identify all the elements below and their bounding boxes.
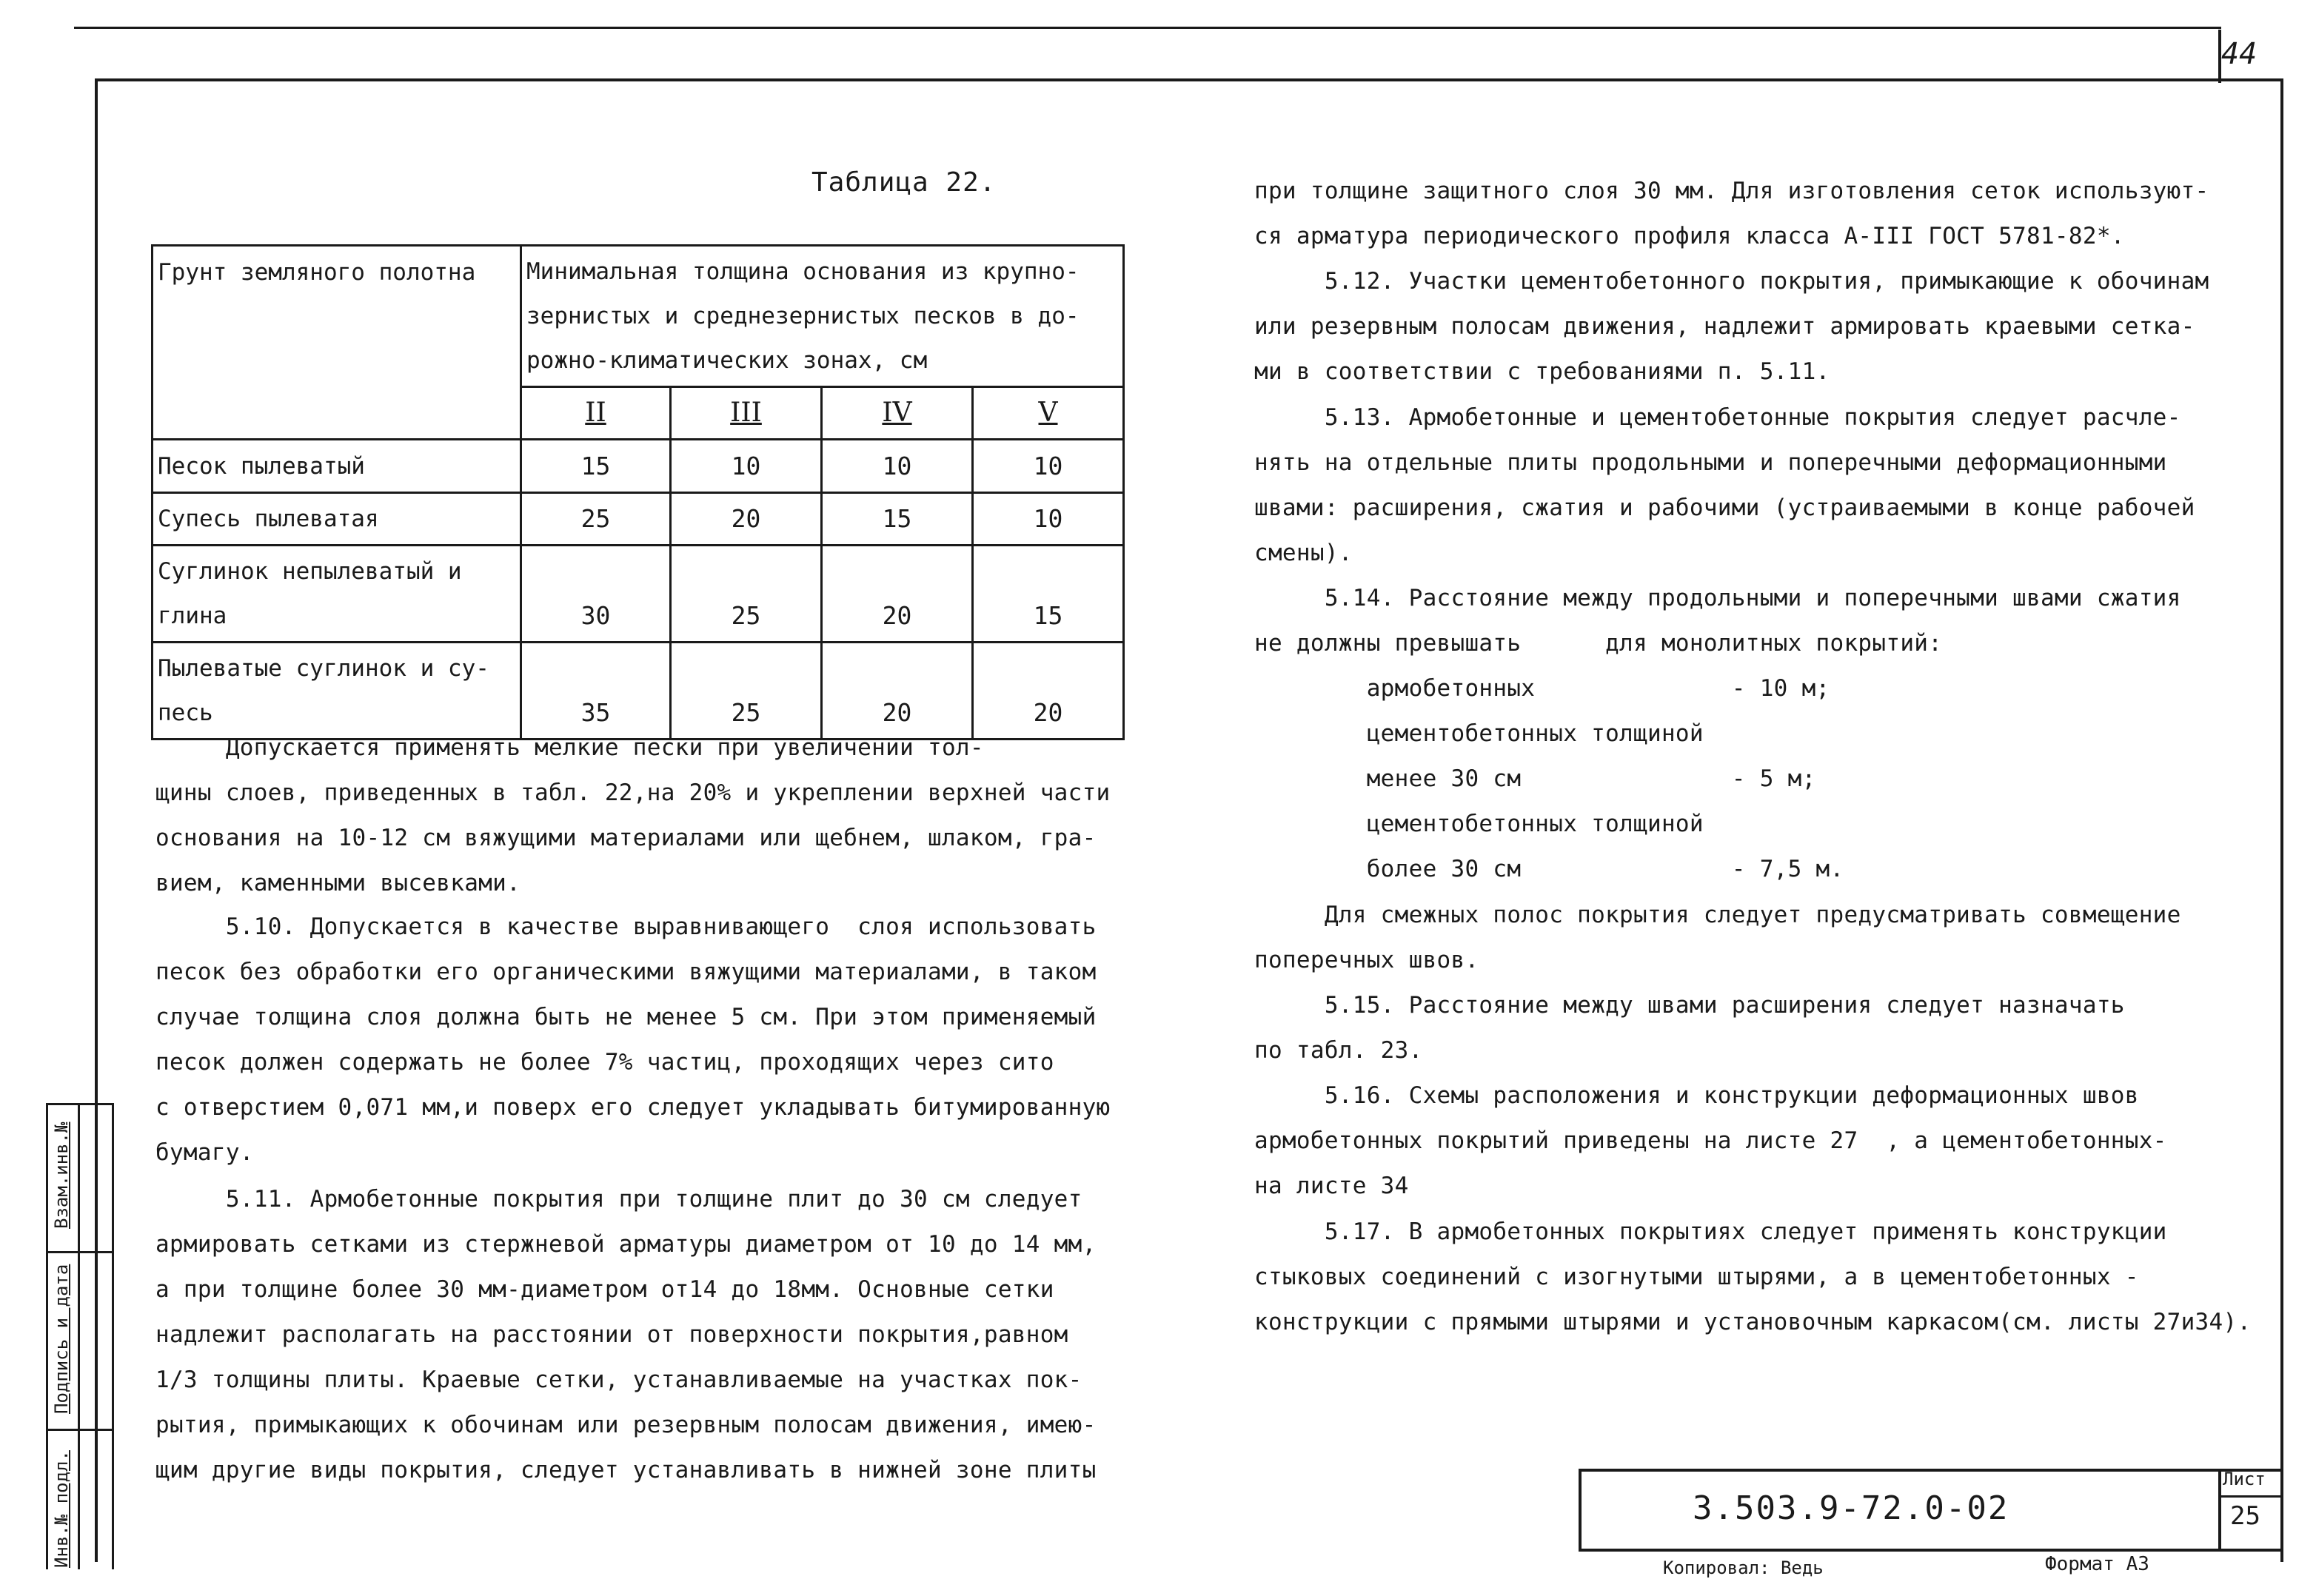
value-cell: 30 [521,546,671,643]
stamp-split [78,1103,80,1569]
soil-cell: Пылеватые суглинок и су- песь [153,643,521,740]
value-cell: 15 [521,440,671,493]
right-paragraph-adjacent: Для смежных полос покрытия следует предусматривать совмещение поперечных швов. [1254,902,2181,973]
right-list-distances: армобетонных - 10 м; цементобетонных толщиной менее 30 см - 5 м; цементобетонных толщиной более 30 см - 7,5 м. [1366,675,1844,882]
value-cell: 20 [671,493,822,546]
stamp-divider [48,1429,112,1431]
table-caption: Таблица 22. [811,167,997,198]
right-paragraph-cont: при толщине защитного слоя 30 мм. Для изготовления сеток используют- ся арматура периодического профиля класса А-III ГОСТ 5781-82*. [1254,178,2209,249]
zone-header: III [671,387,822,440]
right-paragraph-5-12: 5.12. Участки цементобетонного покрытия, примыкающие к обочинам или резервным полосам движения, надлежит армировать краевыми сетка- ми в соответствии с требованиями п. 5.11. [1254,268,2209,385]
page-corner-number: 44 [2221,37,2258,71]
left-paragraph-5-10: 5.10. Допускается в качестве выравнивающего слоя использовать песок без обработки его органическими вяжущими материалами, в таком случае толщина слоя должна быть не менее 5 см. При этом применяемый песок должен содержать не более 7% частиц, проходящих через сито с отверстием 0,071 мм,и поверх его следует укладывать битумированную бумагу. [155,913,1111,1166]
stamp-replace-inv: Взам.инв.№ [51,1121,72,1229]
right-paragraph-5-16: 5.16. Схемы расположения и конструкции деформационных швов армобетонных покрытий приведены на листе 27 , а цементобетонных- на листе 34 [1254,1082,2167,1199]
copied-by: Копировал: Ведь [1663,1558,1824,1578]
side-stamp [46,1103,114,1569]
paper-format: Формат А3 [2045,1553,2149,1575]
value-cell: 20 [822,643,973,740]
value-cell: 35 [521,643,671,740]
zone-header: IV [822,387,973,440]
right-paragraph-5-17: 5.17. В армобетонных покрытиях следует применять конструкции стыковых соединений с изогнутыми штырями, а в цементобетонных - конструкции с прямыми штырями и установочным каркасом(см. листы 27и34). [1254,1218,2252,1335]
sheet-number: 25 [2230,1501,2260,1531]
value-cell: 25 [671,546,822,643]
table-row [153,440,1124,493]
value-cell: 20 [973,643,1124,740]
left-paragraph-sand: Допускается применять мелкие пески при увеличении тол- щины слоев, приведенных в табл. 22,на 20% и укреплении верхней части основания на 10-12 см вяжущими материалами или щебнем, шлаком, гра- вием, каменными высевками. [155,734,1111,896]
value-cell: 10 [822,440,973,493]
table-row [153,546,1124,643]
soil-cell: Песок пылеватый [153,440,521,493]
table-row [153,643,1124,740]
document-code: 3.503.9-72.0-02 [1693,1489,2009,1527]
zone-header: V [973,387,1124,440]
soil-cell: Супесь пылеватая [153,493,521,546]
right-paragraph-5-15: 5.15. Расстояние между швами расширения следует назначать по табл. 23. [1254,992,2125,1064]
value-cell: 20 [822,546,973,643]
sheet-box-divider [2218,1495,2280,1498]
value-cell: 25 [671,643,822,740]
value-cell: 25 [521,493,671,546]
stamp-divider [48,1251,112,1253]
right-paragraph-5-13: 5.13. Армобетонные и цементобетонные покрытия следует расчле- нять на отдельные плиты продольными и поперечными деформационными швами: расширения, сжатия и рабочими (устраиваемыми в конце рабочей смены). [1254,404,2195,566]
zone-header: II [521,387,671,440]
sheet-label: Лист [2223,1469,2266,1489]
soil-thickness-table [151,244,1125,740]
value-cell: 10 [671,440,822,493]
stamp-inv-original: Инв.№ подл. [51,1450,72,1568]
header-soil: Грунт земляного полотна [153,246,521,440]
top-rule [74,27,2221,29]
stamp-divider [48,1103,112,1105]
table-row [153,493,1124,546]
value-cell: 15 [822,493,973,546]
value-cell: 10 [973,493,1124,546]
right-paragraph-5-14: 5.14. Расстояние между продольными и поперечными швами сжатия не должны превышать для монолитных покрытий: [1254,585,2181,657]
left-paragraph-5-11: 5.11. Армобетонные покрытия при толщине плит до 30 см следует армировать сетками из стержневой арматуры диаметром от 10 до 14 мм, а при толщине более 30 мм-диаметром от14 до 18мм. Основные сетки надлежит располагать на расстоянии от поверхности покрытия,равном 1/3 толщины плиты. Краевые сетки, устанавливаемые на участках пок- рытия, примыкающих к обочинам или резервным полосам движения, имею- щим другие виды покрытия, следует устанавливать в нижней зоне плиты [155,1186,1097,1483]
value-cell: 15 [973,546,1124,643]
value-cell: 10 [973,440,1124,493]
header-thickness: Минимальная толщина основания из крупно- зернистых и среднезернистых песков в до- рожно-климатических зонах, см [521,246,1124,387]
stamp-sign-date: Подпись и дата [51,1264,72,1414]
soil-cell: Суглинок непылеватый и глина [153,546,521,643]
